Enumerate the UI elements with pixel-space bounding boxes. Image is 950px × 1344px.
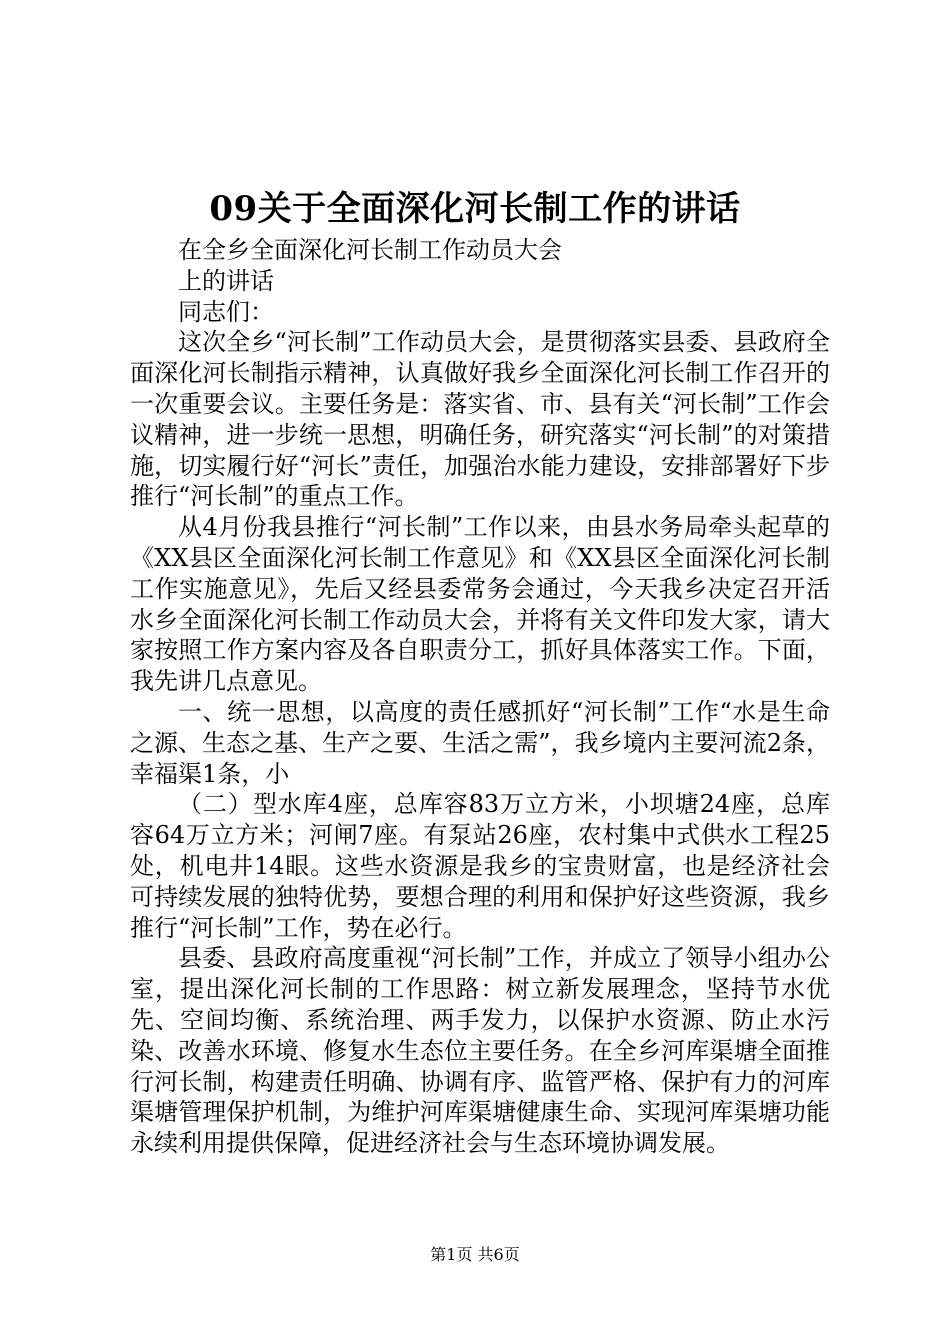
body-paragraph: （二）型水库4座，总库容83万立方米，小坝塘24座，总库容64万立方米；河闸7座。有泵站26座，农村集中式供水工程25处，机电井14眼。这些水资源是我乡的宝贵财富，也是经济社会可持续发展的独特优势，要想合理的利用和保护好这些资源，我乡推行“河长制”工作，势在必行。 [130, 790, 830, 942]
document-title: 09关于全面深化河长制工作的讲话 [209, 189, 741, 229]
subtitle-line-2: 上的讲话 [178, 266, 274, 295]
body-paragraph: 一、统一思想，以高度的责任感抓好“河长制”工作“水是生命之源、生态之基、生产之要、生活之需”，我乡境内主要河流2条，幸福渠1条，小 [130, 697, 830, 788]
page-number-footer: 第1页 共6页 [430, 1245, 520, 1264]
body-paragraph: 这次全乡“河长制”工作动员大会，是贯彻落实县委、县政府全面深化河长制指示精神，认真做好我乡全面深化河长制工作召开的一次重要会议。主要任务是：落实省、市、县有关“河长制”工作会议精神，进一步统一思想，明确任务，研究落实“河长制”的对策措施，切实履行好“河长”责任，加强治水能力建设，安排部署好下步推行“河长制”的重点工作。 [130, 328, 830, 511]
document-body [130, 235, 830, 1159]
body-paragraph: 县委、县政府高度重视“河长制”工作，并成立了领导小组办公室，提出深化河长制的工作思路：树立新发展理念，坚持节水优先、空间均衡、系统治理、两手发力，以保护水资源、防止水污染、改善水环境、修复水生态位主要任务。在全乡河库渠塘全面推行河长制，构建责任明确、协调有序、监管严格、保护有力的河库渠塘管理保护机制，为维护河库渠塘健康生命、实现河库渠塘功能永续利用提供保障，促进经济社会与生态环境协调发展。 [130, 944, 830, 1158]
subtitle-line-1: 在全乡全面深化河长制工作动员大会 [178, 236, 562, 264]
salutation: 同志们： [178, 297, 274, 326]
body-paragraph: 从4月份我县推行“河长制”工作以来，由县水务局牵头起草的《XX县区全面深化河长制工作意见》和《XX县区全面深化河长制工作实施意见》，先后又经县委常务会通过，今天我乡决定召开活水乡全面深化河长制工作动员大会，并将有关文件印发大家，请大家按照工作方案内容及各自职责分工，抓好具体落实工作。下面，我先讲几点意见。 [130, 513, 830, 696]
